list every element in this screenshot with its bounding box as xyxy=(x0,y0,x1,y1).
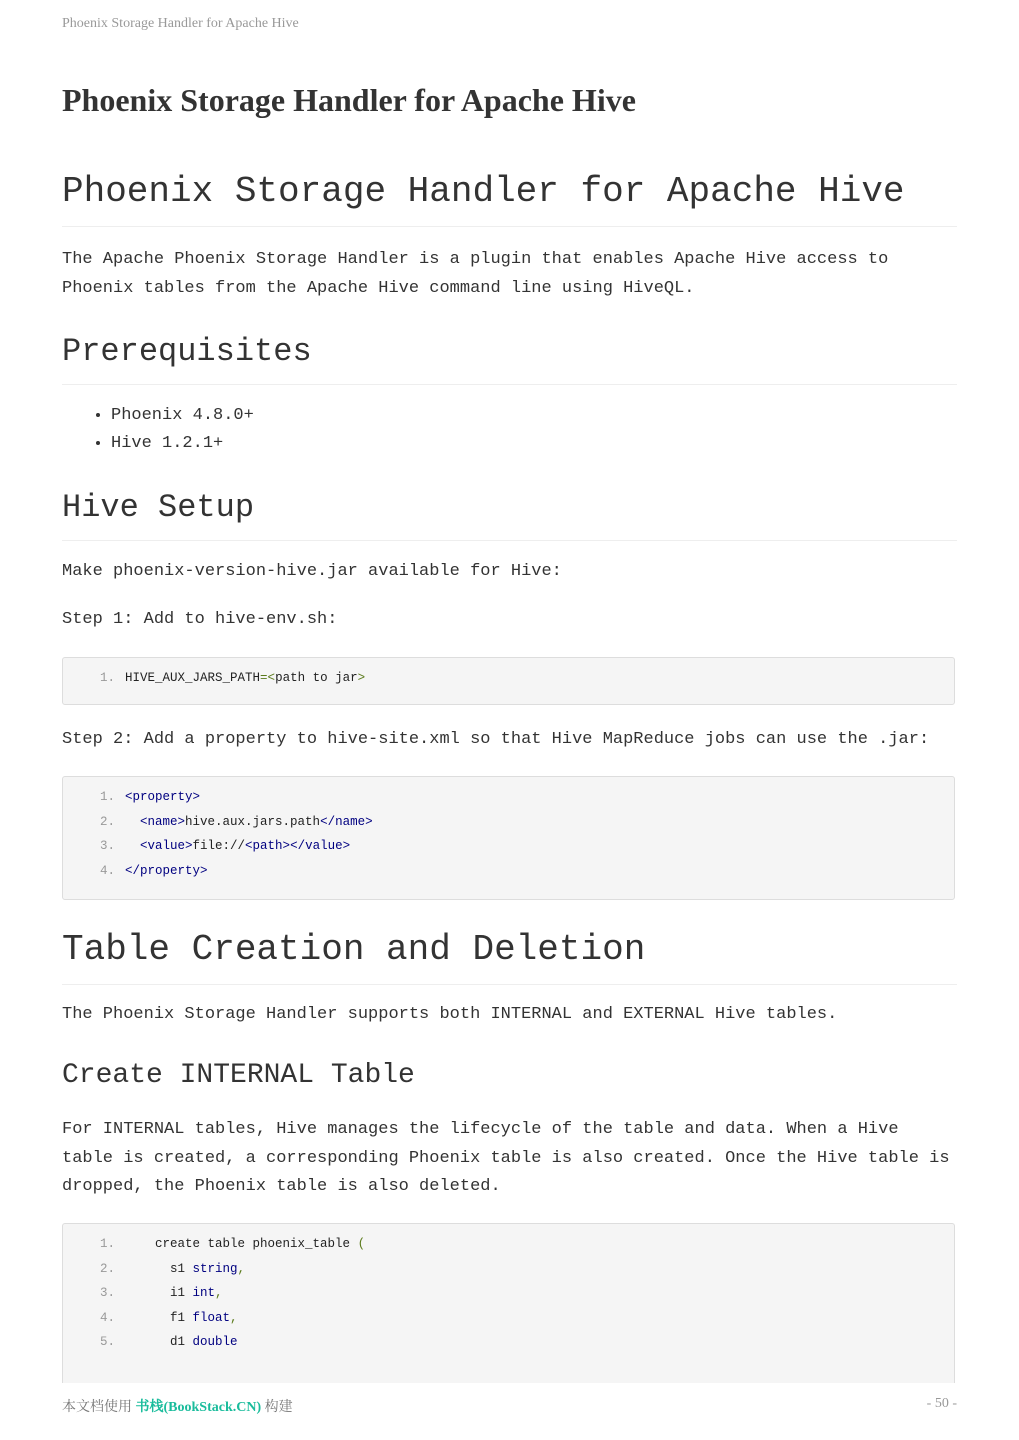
line-number: 3. xyxy=(99,1286,115,1301)
code-line xyxy=(63,834,954,859)
code-token: d1 xyxy=(170,1335,193,1350)
code-line xyxy=(63,810,954,835)
code-token: , xyxy=(230,1310,238,1325)
line-number: 1. xyxy=(99,671,115,685)
line-number: 4. xyxy=(99,863,115,878)
step1-text: Step 1: Add to hive-env.sh: xyxy=(62,610,338,629)
code-line xyxy=(63,1330,954,1355)
line-number: 1. xyxy=(99,1237,115,1251)
code-token: path to jar xyxy=(275,671,358,685)
code-block-hive-site xyxy=(62,776,955,900)
table-creation-heading: Table Creation and Deletion xyxy=(62,928,957,985)
internal-table-text: For INTERNAL tables, Hive manages the lifecycle of the table and data. When a Hive table is created, a corresponding Phoenix table is also created. Once the Hive table is dropped, the Phoenix table is also deleted. xyxy=(62,1120,950,1196)
step2-text: Step 2: Add a property to hive-site.xml so that Hive MapReduce jobs can use the .jar: xyxy=(62,730,930,749)
line-number: 4. xyxy=(99,1310,115,1325)
code-token: , xyxy=(237,1261,246,1276)
prerequisites-list xyxy=(62,402,254,458)
code-token: ( xyxy=(357,1237,366,1251)
code-line xyxy=(63,1306,954,1331)
code-token: < xyxy=(267,671,276,685)
list-item: • Hive 1.2.1+ xyxy=(111,430,254,458)
bookstack-link[interactable]: 书栈(BookStack.CN) xyxy=(135,1400,262,1415)
line-number: 1. xyxy=(99,790,115,804)
code-token: = xyxy=(260,671,268,685)
footer-prefix: 本文档使用 xyxy=(62,1400,136,1415)
line-number: 2. xyxy=(99,1261,115,1276)
line-number: 3. xyxy=(99,839,115,854)
intro-paragraph: The Apache Phoenix Storage Handler is a plugin that enables Apache Hive access to Phoenix tables from the Apache Hive command line using HiveQL. xyxy=(62,250,889,298)
running-header: Phoenix Storage Handler for Apache Hive xyxy=(62,16,299,31)
code-line xyxy=(63,785,954,810)
footer-suffix: 构建 xyxy=(261,1400,293,1415)
code-token: file:// xyxy=(192,839,246,854)
prerequisites-heading: Prerequisites xyxy=(62,332,957,385)
code-token: <value> xyxy=(140,839,193,854)
main-heading: Phoenix Storage Handler for Apache Hive xyxy=(62,170,957,227)
code-line xyxy=(63,666,954,691)
code-token: <property> xyxy=(125,790,201,804)
code-token: > xyxy=(357,671,366,685)
book-title: Phoenix Storage Handler for Apache Hive xyxy=(62,82,636,118)
line-number: 5. xyxy=(99,1335,115,1350)
code-line xyxy=(63,1281,954,1306)
code-block-hive-env xyxy=(62,657,955,705)
internal-table-heading: Create INTERNAL Table xyxy=(62,1060,415,1091)
list-item: • Phoenix 4.8.0+ xyxy=(111,402,254,430)
code-token: float xyxy=(192,1310,231,1325)
code-token: </name> xyxy=(320,814,373,829)
code-token: s1 xyxy=(170,1261,193,1276)
code-token: int xyxy=(192,1286,216,1301)
code-token: , xyxy=(215,1286,223,1301)
code-token: i1 xyxy=(170,1286,193,1301)
table-intro: The Phoenix Storage Handler supports both INTERNAL and EXTERNAL Hive tables. xyxy=(62,1005,838,1024)
code-token: <path> xyxy=(245,839,291,854)
code-token: string xyxy=(192,1261,238,1276)
code-line xyxy=(63,1257,954,1282)
code-token: <name> xyxy=(140,814,186,829)
code-block-create-table xyxy=(62,1223,955,1383)
code-line xyxy=(63,1232,954,1257)
code-token: </value> xyxy=(290,839,351,854)
code-token: hive.aux.jars.path xyxy=(185,814,321,829)
setup-intro: Make phoenix-version-hive.jar available for Hive: xyxy=(62,562,562,581)
code-token: create table phoenix_table xyxy=(155,1237,358,1251)
page-number: - 50 - xyxy=(926,1396,957,1411)
code-token: </property> xyxy=(125,863,208,878)
code-line xyxy=(63,859,954,884)
page-footer xyxy=(62,1396,957,1416)
code-token: double xyxy=(192,1335,238,1350)
code-token: f1 xyxy=(170,1310,193,1325)
hive-setup-heading: Hive Setup xyxy=(62,488,957,541)
code-token: HIVE_AUX_JARS_PATH xyxy=(125,671,261,685)
line-number: 2. xyxy=(99,814,115,829)
